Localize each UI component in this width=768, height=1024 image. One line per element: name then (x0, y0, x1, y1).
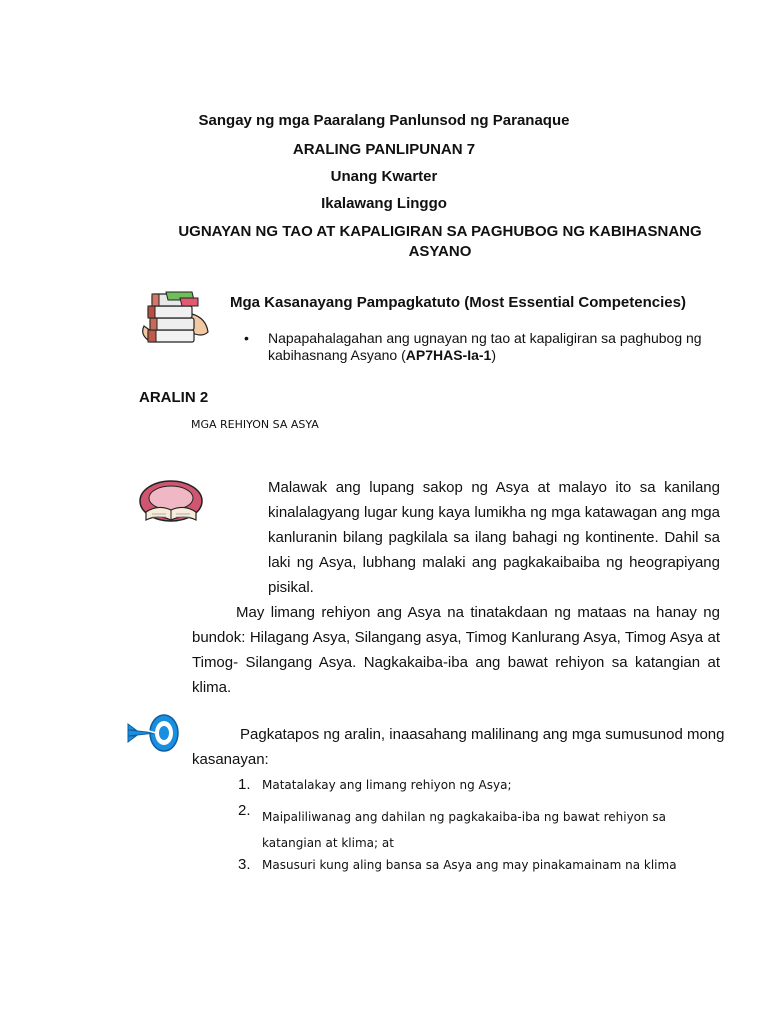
competencies-heading: Mga Kasanayang Pampagkatuto (Most Essential Competencies) (230, 294, 686, 311)
objective-text: Matatalakay ang limang rehiyon ng Asya; (262, 778, 512, 792)
lesson-topic: MGA REHIYON SA ASYA (191, 418, 319, 431)
competency-item (268, 330, 718, 364)
competency-close: ) (491, 347, 497, 363)
open-book-icon (138, 478, 204, 524)
stack-of-books-icon (140, 284, 214, 350)
lesson-title: UGNAYAN NG TAO AT KAPALIGIRAN SA PAGHUBOG NG KABIHASNANG ASYANO (178, 223, 702, 260)
bullet-marker: • (244, 330, 249, 346)
week-label: Ikalawang Linggo (321, 195, 447, 212)
objective-text: Maipaliliwanag ang dahilan ng pagkakaiba-iba ng bawat rehiyon sa katangian at klima; at (262, 810, 667, 850)
objective-number: 1. (238, 776, 251, 793)
objectives-intro: Pagkatapos ng aralin, inaasahang malilinang ang mga sumusunod mong kasanayan: (192, 726, 725, 768)
regions-paragraph: May limang rehiyon ang Asya na tinatakdaan ng mataas na hanay ng bundok: Hilagang Asya, Silangang asya, Timog Kanlurang Asya, Timog Asya at Timog- Silangang Asya. Nagkakaiba-iba ang bawat rehiyon sa katangian at klima. (192, 604, 720, 696)
division-name: Sangay ng mga Paaralang Panlunsod ng Paranaque (198, 112, 570, 129)
lesson-number: ARALIN 2 (139, 389, 209, 406)
competency-text: Napapahalagahan ang ugnayan ng tao at kapaligiran sa paghubog ng kabihasnang Asyano ( (268, 330, 702, 363)
competency-code: AP7HAS-Ia-1 (405, 347, 492, 363)
objective-number: 2. (238, 802, 251, 819)
subject-name: ARALING PANLIPUNAN 7 (292, 141, 476, 158)
target-arrow-icon (126, 710, 182, 756)
intro-paragraph: Malawak ang lupang sakop ng Asya at malayo ito sa kanilang kinalalagyang lugar kung kaya lumikha ng mga katawagan ang mga kanluranin bilang pagkilala sa ilang bahagi ng kontinente. Dahil sa laki ng Asya, lubhang malaki ang pagkakaibaiba ng heograpiyang pisikal. (268, 479, 720, 596)
objective-text: Masusuri kung aling bansa sa Asya ang may pinakamainam na klima (262, 858, 677, 872)
objective-number: 3. (238, 856, 251, 873)
quarter-label: Unang Kwarter (330, 168, 438, 185)
